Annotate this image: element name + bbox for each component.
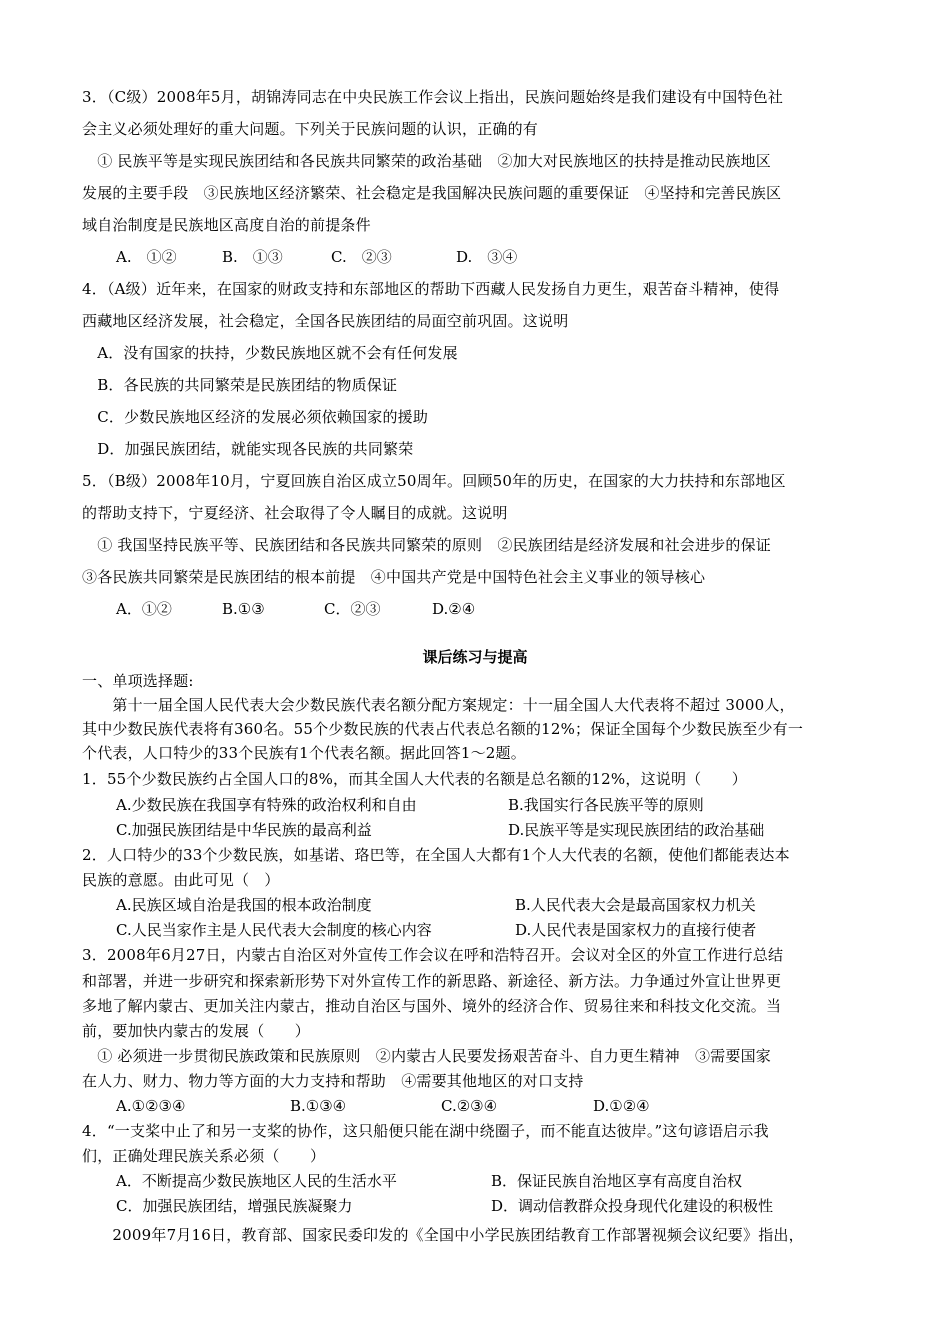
q5-text-line-3: ① 我国坚持民族平等、民族团结和各民族共同繁荣的原则 ②民族团结是经济发展和社会进步的保证 — [82, 536, 771, 554]
q3-option-d: D. ③④ — [456, 248, 518, 266]
p2-q4-option-c: C．加强民族团结，增强民族凝聚力 — [116, 1197, 353, 1215]
p2-q3-text-line-2: 和部署，并进一步研究和探索新形势下对外宣传工作的新思路、新途径、新方法。力争通过外宣让世界更 — [82, 972, 782, 990]
q3-text-line-4: 发展的主要手段 ③民族地区经济繁荣、社会稳定是我国解决民族问题的重要保证 ④坚持和完善民族区 — [82, 184, 782, 202]
p2-q3-text-line-6: 在人力、财力、物力等方面的大力支持和帮助 ④需要其他地区的对口支持 — [82, 1072, 584, 1090]
q3-text-line-2: 会主义必须处理好的重大问题。下列关于民族问题的认识，正确的有 — [82, 120, 539, 138]
q5-option-c: C．②③ — [324, 600, 381, 618]
p2-q3-option-d: D.①②④ — [593, 1097, 650, 1115]
p2-q1-option-c: C.加强民族团结是中华民族的最高利益 — [116, 821, 372, 839]
q5-text-line-4: ③各民族共同繁荣是民族团结的根本前提 ④中国共产党是中国特色社会主义事业的领导核心 — [82, 568, 706, 586]
q4-option-a: A．没有国家的扶持，少数民族地区就不会有任何发展 — [82, 344, 458, 362]
intro-line-3: 个代表，人口特少的33个民族有1个代表名额。据此回答1～2题。 — [82, 744, 526, 762]
q4-option-b: B．各民族的共同繁荣是民族团结的物质保证 — [82, 376, 398, 394]
p2-q4-option-a: A．不断提高少数民族地区人民的生活水平 — [116, 1172, 397, 1190]
p2-q3-option-a: A.①②③④ — [116, 1097, 186, 1115]
q3-option-a: A. ①② — [116, 248, 177, 266]
p2-q1-option-d: D.民族平等是实现民族团结的政治基础 — [508, 821, 765, 839]
p2-q3-text-line-5: ① 必须进一步贯彻民族政策和民族原则 ②内蒙古人民要发扬艰苦奋斗、自力更生精神 ③需要国家 — [82, 1047, 771, 1065]
p2-q2-option-d: D.人民代表是国家权力的直接行使者 — [515, 921, 757, 939]
q3-text-line-5: 域自治制度是民族地区高度自治的前提条件 — [82, 216, 371, 234]
q5-option-d: D.②④ — [432, 600, 476, 618]
q3-option-c: C. ②③ — [331, 248, 392, 266]
p2-q2-option-a: A.民族区域自治是我国的根本政治制度 — [116, 896, 372, 914]
p2-q2-option-c: C.人民当家作主是人民代表大会制度的核心内容 — [116, 921, 432, 939]
p2-q1-option-a: A.少数民族在我国享有特殊的政治权利和自由 — [116, 796, 417, 814]
p2-q2-text-line-2: 民族的意愿。由此可见（ ） — [82, 871, 280, 889]
q5-option-a: A．①② — [116, 600, 172, 618]
tail-paragraph-line: 2009年7月16日，教育部、国家民委印发的《全国中小学民族团结教育工作部署视频会议纪要》指出， — [82, 1226, 804, 1244]
section-title: 课后练习与提高 — [422, 648, 528, 666]
p2-q1-text: 1．55个少数民族约占全国人口的8%，而其全国人大代表的名额是总名额的12%，这说明（ ） — [82, 770, 747, 788]
q3-text-line-1: 3．（C级）2008年5月，胡锦涛同志在中央民族工作会议上指出，民族问题始终是我们建设有中国特色社 — [82, 88, 784, 106]
p2-q4-option-d: D．调动信教群众投身现代化建设的积极性 — [491, 1197, 774, 1215]
p2-q1-option-b: B.我国实行各民族平等的原则 — [508, 796, 704, 814]
p2-q4-text-line-1: 4．“一支桨中止了和另一支桨的协作，这只船便只能在湖中绕圈子，而不能直达彼岸。”这句谚语启示我 — [82, 1122, 769, 1140]
intro-line-1: 第十一届全国人民代表大会少数民族代表名额分配方案规定：十一届全国人大代表将不超过 3000人， — [82, 696, 795, 714]
q4-text-line-1: 4．（A级）近年来，在国家的财政支持和东部地区的帮助下西藏人民发扬自力更生，艰苦奋斗精神，使得 — [82, 280, 780, 298]
p2-q2-option-b: B.人民代表大会是最高国家权力机关 — [515, 896, 756, 914]
q3-text-line-3: ① 民族平等是实现民族团结和各民族共同繁荣的政治基础 ②加大对民族地区的扶持是推动民族地区 — [82, 152, 771, 170]
section-heading: 一、单项选择题: — [82, 672, 194, 690]
q3-option-b: B. ①③ — [222, 248, 283, 266]
q5-text-line-2: 的帮助支持下，宁夏经济、社会取得了令人瞩目的成就。这说明 — [82, 504, 508, 522]
q5-option-b: B.①③ — [222, 600, 265, 618]
q5-text-line-1: 5．（B级）2008年10月，宁夏回族自治区成立50周年。回顾50年的历史，在国家的大力扶持和东部地区 — [82, 472, 786, 490]
intro-line-2: 其中少数民族代表将有360名。55个少数民族的代表占代表总名额的12%；保证全国每个少数民族至少有一 — [82, 720, 804, 738]
p2-q4-option-b: B．保证民族自治地区享有高度自治权 — [491, 1172, 743, 1190]
q4-text-line-2: 西藏地区经济发展，社会稳定，全国各民族团结的局面空前巩固。这说明 — [82, 312, 569, 330]
p2-q3-text-line-3: 多地了解内蒙古、更加关注内蒙古，推动自治区与国外、境外的经济合作、贸易往来和科技文化交流。当 — [82, 997, 782, 1015]
p2-q3-text-line-4: 前，要加快内蒙古的发展（ ） — [82, 1022, 311, 1040]
q4-option-d: D．加强民族团结，就能实现各民族的共同繁荣 — [82, 440, 414, 458]
p2-q4-text-line-2: 们，正确处理民族关系必须（ ） — [82, 1147, 326, 1165]
q4-option-c: C．少数民族地区经济的发展必须依赖国家的援助 — [82, 408, 429, 426]
p2-q2-text-line-1: 2．人口特少的33个少数民族，如基诺、珞巴等，在全国人大都有1个人大代表的名额，使他们都能表达本 — [82, 846, 790, 864]
p2-q3-text-line-1: 3．2008年6月27日，内蒙古自治区对外宣传工作会议在呼和浩特召开。会议对全区的外宣工作进行总结 — [82, 946, 784, 964]
p2-q3-option-b: B.①③④ — [290, 1097, 347, 1115]
p2-q3-option-c: C.②③④ — [441, 1097, 498, 1115]
